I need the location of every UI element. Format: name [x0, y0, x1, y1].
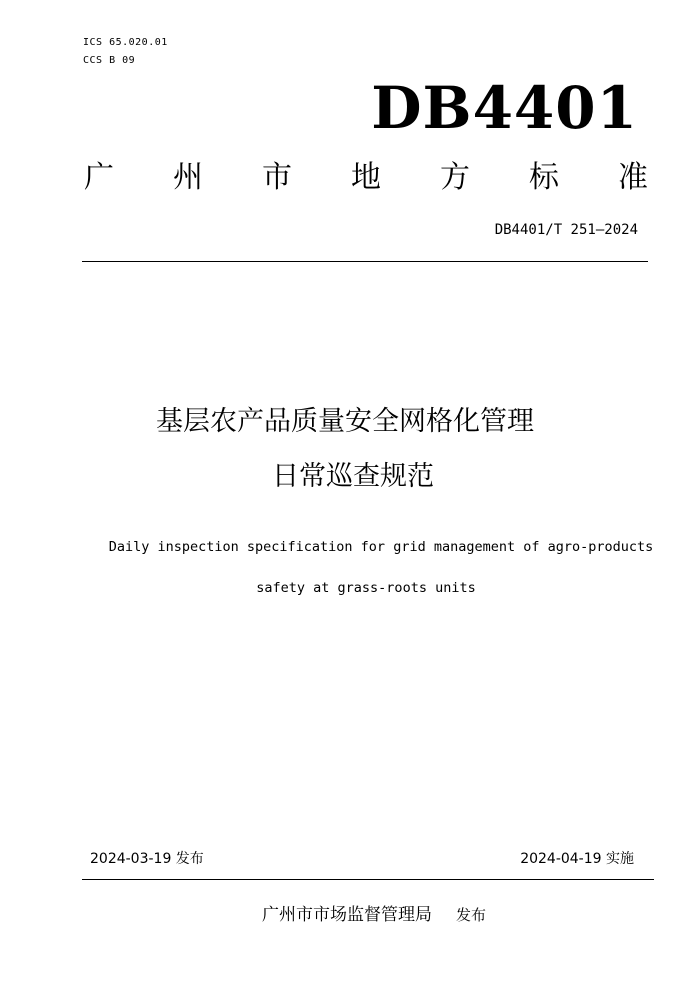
standard-type-char: 市 — [262, 160, 292, 195]
issuer-line — [262, 904, 486, 926]
standard-type-char: 地 — [351, 160, 381, 195]
title-en-line1: Daily inspection specification for grid management of agro-products — [108, 539, 654, 555]
standard-type-char: 州 — [173, 160, 203, 195]
ccs-code: CCS B 09 — [83, 55, 136, 66]
title-en-line2: safety at grass-roots units — [256, 580, 476, 596]
standard-type-char: 广 — [84, 160, 114, 195]
standard-number: DB4401/T 251—2024 — [494, 222, 638, 238]
db-code-heading: DB4401 — [371, 74, 638, 142]
top-divider — [82, 261, 648, 262]
standard-type-char: 方 — [440, 160, 470, 195]
standard-type-heading — [84, 158, 648, 198]
title-zh-line1: 基层农产品质量安全网格化管理 — [156, 406, 534, 437]
standard-type-char: 准 — [618, 160, 648, 195]
issue-word: 发布 — [456, 906, 487, 924]
standard-type-char: 标 — [529, 160, 559, 195]
publish-date: 2024-03-19 发布 — [90, 851, 204, 867]
implement-date: 2024-04-19 实施 — [520, 851, 634, 867]
issuer-name: 广州市市场监督管理局 — [262, 905, 432, 925]
bottom-divider — [82, 879, 654, 880]
title-zh-line2: 日常巡查规范 — [272, 461, 434, 492]
ics-code: ICS 65.020.01 — [83, 37, 168, 48]
